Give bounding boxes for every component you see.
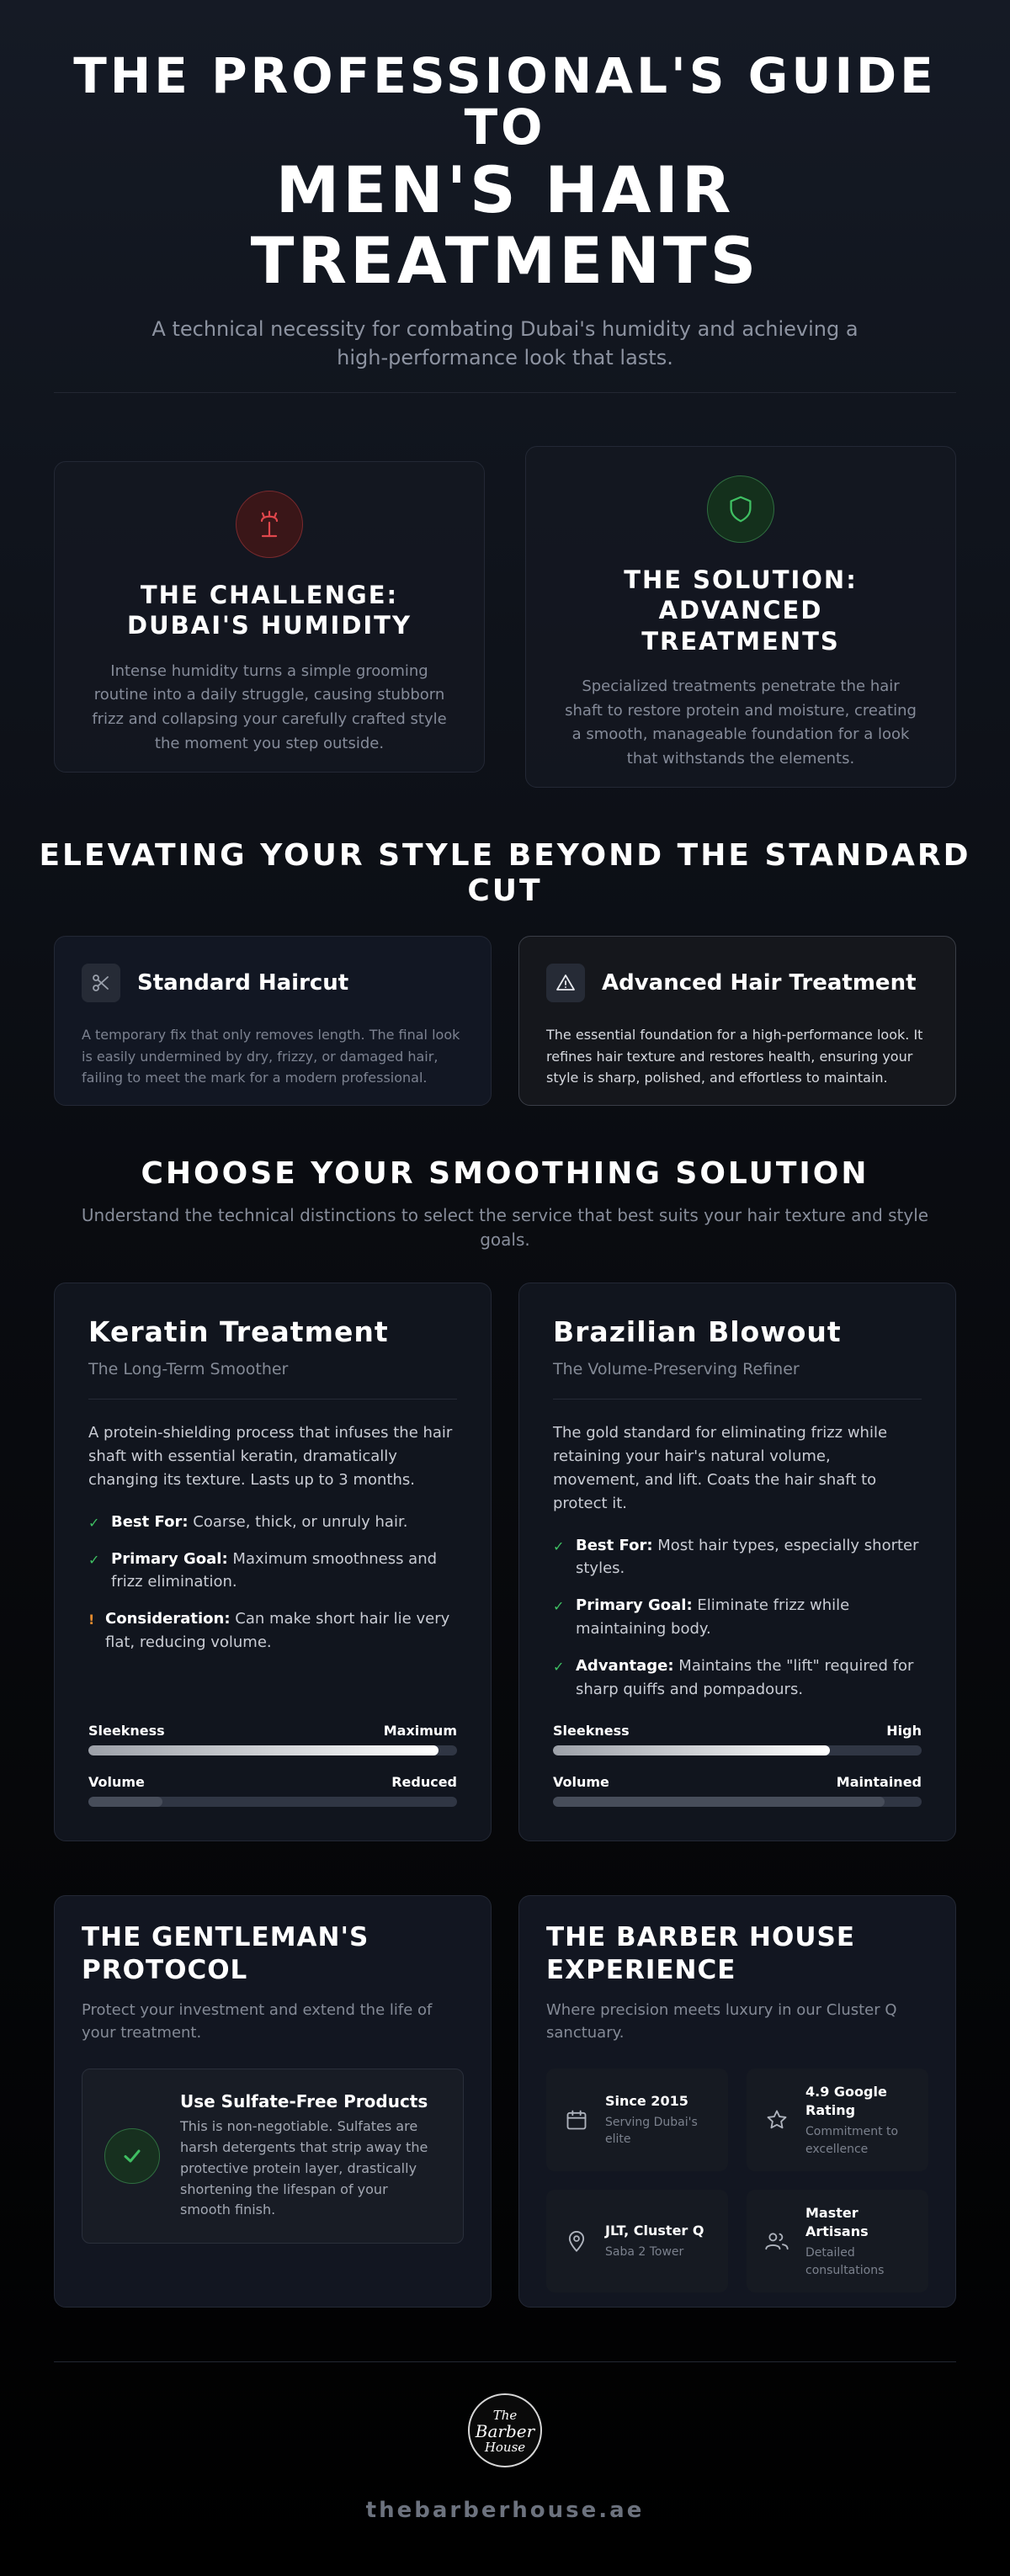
brazilian-meters	[553, 1723, 922, 1807]
stat-location: JLT, Cluster Q Saba 2 Tower	[546, 2190, 728, 2292]
check-icon: ✓	[88, 1551, 100, 1568]
check-icon: ✓	[88, 1514, 100, 1531]
list-item: ✓ Advantage: Maintains the "lift" required for sharp quiffs and pompadours.	[553, 1654, 922, 1702]
stat-rating: 4.9 Google Rating Commitment to excellence	[747, 2069, 928, 2171]
page-title-line: MEN'S HAIR	[275, 151, 735, 227]
keratin-tagline: The Long-Term Smoother	[88, 1360, 289, 1378]
brazilian-card	[518, 1283, 956, 1841]
meter-volume: Volume Maintained	[553, 1774, 922, 1807]
website-link[interactable]: thebarberhouse.ae	[365, 2498, 645, 2523]
check-icon: ✓	[553, 1538, 565, 1554]
challenge-text: Intense humidity turns a simple grooming routine into a daily struggle, causing stubborn frizz and collapsing your carefully crafted style the moment you step outside.	[92, 661, 447, 752]
list-item: ✓ Primary Goal: Eliminate frizz while maintaining body.	[553, 1594, 922, 1641]
humidity-icon	[236, 491, 303, 558]
divider	[553, 1399, 922, 1400]
meter-sleekness: Sleekness Maximum	[88, 1723, 457, 1755]
stat-since: Since 2015 Serving Dubai's elite	[546, 2069, 728, 2171]
meter-volume: Volume Reduced	[88, 1774, 457, 1807]
footer-divider	[54, 2361, 956, 2362]
solution-title: THE SOLUTION: ADVANCED TREATMENTS	[624, 566, 858, 656]
standard-haircut-text: A temporary fix that only removes length. The final look is easily undermined by dry, frizzy, or damaged hair, failing to meet the mark for a modern professional.	[82, 1027, 460, 1086]
check-icon	[104, 2128, 160, 2184]
protocol-card	[54, 1895, 492, 2308]
advanced-treatment-title: Advanced Hair Treatment	[602, 970, 917, 996]
challenge-title: THE CHALLENGE: DUBAI'S HUMIDITY	[127, 581, 412, 640]
stat-artisans: Master Artisans Detailed consultations	[747, 2190, 928, 2292]
keratin-meters	[88, 1723, 457, 1807]
section-divider	[54, 392, 956, 393]
experience-title: THE BARBER HOUSE EXPERIENCE	[546, 1922, 855, 1985]
solution-card	[525, 446, 956, 788]
challenge-card	[54, 461, 485, 773]
page-title-line: TO	[464, 98, 546, 156]
barber-house-logo[interactable]: The Barber House	[468, 2393, 542, 2467]
tip-text: This is non-negotiable. Sulfates are harsh detergents that strip away the protective protein layer, drastically shortening the lifespan of your smooth finish.	[180, 2118, 428, 2218]
experience-stats	[546, 2069, 928, 2292]
experience-card	[518, 1895, 956, 2308]
star-icon	[763, 2108, 790, 2132]
protocol-tip	[82, 2069, 464, 2244]
brazilian-title: Brazilian Blowout	[553, 1315, 842, 1348]
tip-title: Use Sulfate-Free Products	[180, 2091, 428, 2112]
scissors-icon	[82, 964, 120, 1002]
smoothing-title: CHOOSE YOUR SMOOTHING SOLUTION	[141, 1156, 869, 1191]
solution-text: Specialized treatments penetrate the hair shaft to restore protein and moisture, creating a smooth, manageable foundation for a look that withstands the elements.	[565, 677, 917, 768]
location-pin-icon	[563, 2229, 590, 2253]
calendar-icon	[563, 2108, 590, 2132]
keratin-title: Keratin Treatment	[88, 1315, 389, 1348]
page-title-line: TREATMENTS	[250, 222, 760, 298]
hero-subtitle: A technical necessity for combating Dubai's humidity and achieving a high-performance look that lasts.	[152, 317, 858, 369]
protocol-title: THE GENTLEMAN'S PROTOCOL	[82, 1922, 369, 1985]
check-icon: ✓	[553, 1659, 565, 1676]
page-title-line: THE PROFESSIONAL'S GUIDE	[73, 47, 937, 104]
standard-haircut-title: Standard Haircut	[137, 970, 349, 996]
list-item: ! Consideration: Can make short hair lie very flat, reducing volume.	[88, 1607, 457, 1654]
elevating-title: ELEVATING YOUR STYLE BEYOND THE STANDARD CUT	[39, 838, 971, 909]
experience-lead: Where precision meets luxury in our Cluster Q sanctuary.	[546, 2000, 897, 2042]
keratin-points	[88, 1511, 457, 1654]
brazilian-description: The gold standard for eliminating frizz while retaining your hair's natural volume, movement, and lift. Coats the hair shaft to protect it.	[553, 1424, 888, 1512]
list-item: ✓ Best For: Most hair types, especially shorter styles.	[553, 1534, 922, 1581]
keratin-description: A protein-shielding process that infuses the hair shaft with essential keratin, dramatically changing its texture. Lasts up to 3 months.	[88, 1424, 453, 1489]
hero	[54, 47, 956, 373]
advanced-treatment-card	[518, 936, 956, 1106]
warning-icon: !	[88, 1612, 95, 1628]
brazilian-tagline: The Volume-Preserving Refiner	[553, 1360, 800, 1378]
brazilian-points	[553, 1534, 922, 1702]
divider	[88, 1399, 457, 1400]
warning-icon	[546, 964, 585, 1002]
protocol-lead: Protect your investment and extend the life of your treatment.	[82, 2000, 433, 2042]
check-icon: ✓	[553, 1598, 565, 1615]
meter-sleekness: Sleekness High	[553, 1723, 922, 1755]
shield-icon	[707, 475, 774, 543]
list-item: ✓ Best For: Coarse, thick, or unruly hair.	[88, 1511, 457, 1534]
users-icon	[763, 2229, 790, 2253]
list-item: ✓ Primary Goal: Maximum smoothness and frizz elimination.	[88, 1548, 457, 1595]
advanced-treatment-text: The essential foundation for a high-performance look. It refines hair texture and restores health, ensuring your style is sharp, polished, and effortless to maintain.	[546, 1027, 923, 1086]
standard-haircut-card	[54, 936, 492, 1106]
keratin-card	[54, 1283, 492, 1841]
smoothing-subtitle: Understand the technical distinctions to select the service that best suits your hair texture and style goals.	[81, 1205, 929, 1250]
